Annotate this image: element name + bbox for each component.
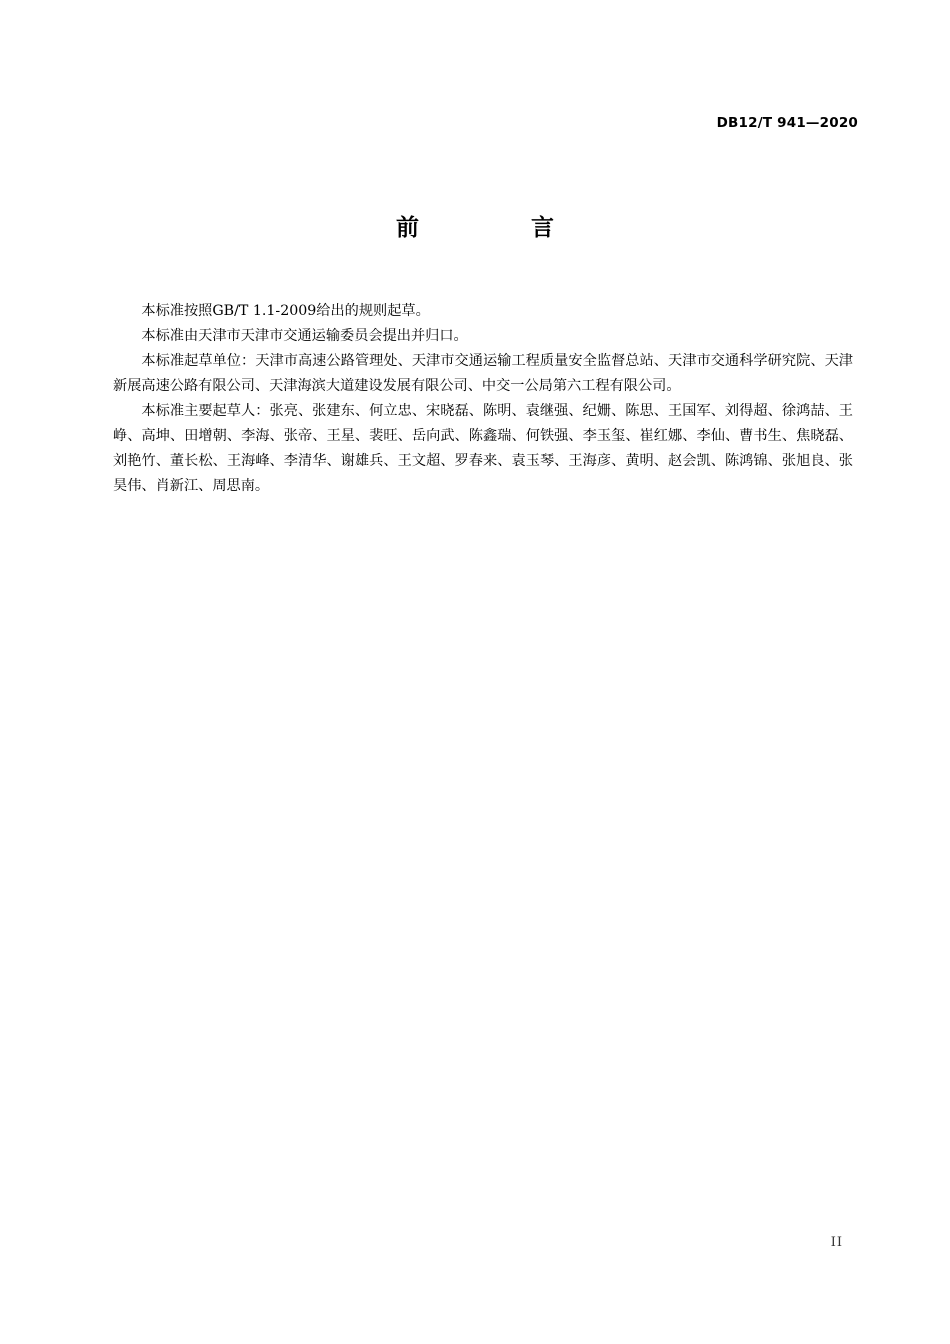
page-title: 前 言: [395, 215, 606, 241]
document-body: [113, 299, 853, 499]
page-number: II: [830, 1235, 843, 1250]
paragraph-proposer: 本标准由天津市天津市交通运输委员会提出并归口。: [141, 328, 468, 344]
paragraph-drafting-units: 本标准起草单位：天津市高速公路管理处、天津市交通运输工程质量安全监督总站、天津市交通科学研究院、天津新展高速公路有限公司、天津海滨大道建设发展有限公司、中交一公局第六工程有限公司。: [113, 353, 853, 394]
paragraph-drafters: 本标准主要起草人：张亮、张建东、何立忠、宋晓磊、陈明、袁继强、纪姗、陈思、王国军、刘得超、徐鸿喆、王峥、高坤、田增朝、李海、张帝、王星、裴旺、岳向武、陈鑫瑞、何铁强、李玉玺、崔红娜、李仙、曹书生、焦晓磊、刘艳竹、董长松、王海峰、李清华、谢雄兵、王文超、罗春来、袁玉琴、王海彦、黄明、赵会凯、陈鸿锦、张旭良、张昊伟、肖新江、周思南。: [113, 403, 853, 494]
paragraph-drafting-rules: 本标准按照GB/T 1.1-2009给出的规则起草。: [141, 303, 430, 319]
document-code: DB12/T 941—2020: [716, 115, 858, 131]
